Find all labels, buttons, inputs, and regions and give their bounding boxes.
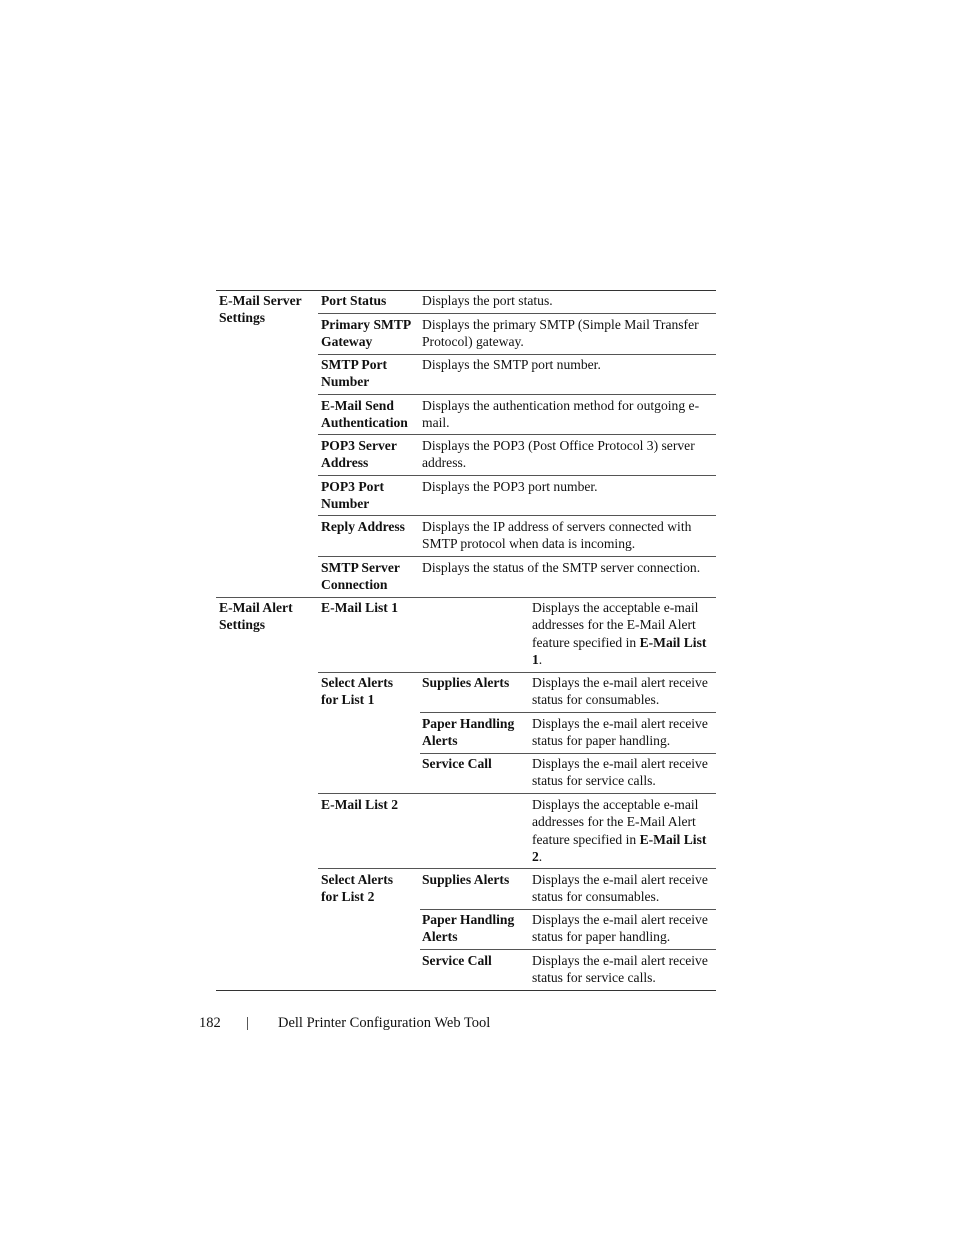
page-number: 182	[199, 1015, 221, 1031]
row-divider	[318, 515, 716, 516]
row-divider	[420, 753, 716, 754]
row-divider	[420, 909, 716, 910]
select-alerts-list-2-name: Select Alerts for List 2	[321, 872, 394, 905]
item-description: Displays the status of the SMTP server connection.	[422, 560, 701, 575]
alert-description: Displays the e-mail alert receive status for consumables.	[532, 872, 708, 905]
item-description: Displays the SMTP port number.	[422, 357, 601, 372]
item-name: POP3 Port Number	[321, 479, 385, 512]
section-title-email-server-settings: E-Mail Server Settings	[219, 293, 302, 326]
item-name: Port Status	[321, 293, 387, 308]
item-name: Primary SMTP Gateway	[321, 317, 411, 350]
row-divider	[318, 394, 716, 395]
row-divider	[318, 475, 716, 476]
table-bottom-rule	[216, 990, 716, 991]
item-description: Displays the IP address of servers connected with SMTP protocol when data is incoming.	[422, 519, 692, 552]
item-name: SMTP Server Connection	[321, 560, 400, 593]
alert-name: Paper Handling Alerts	[422, 716, 515, 749]
alert-name: Paper Handling Alerts	[422, 912, 515, 945]
alert-description: Displays the e-mail alert receive status for paper handling.	[532, 716, 708, 749]
table-top-rule	[216, 290, 716, 291]
item-description: Displays the authentication method for outgoing e-mail.	[422, 398, 700, 431]
section-title-email-alert-settings: E-Mail Alert Settings	[219, 600, 293, 633]
item-description: Displays the POP3 (Post Office Protocol 3) server address.	[422, 438, 695, 471]
row-divider	[318, 434, 716, 435]
row-divider	[318, 868, 716, 869]
alert-description: Displays the e-mail alert receive status for paper handling.	[532, 912, 708, 945]
footer-title: Dell Printer Configuration Web Tool	[278, 1015, 491, 1031]
row-divider	[318, 556, 716, 557]
item-description: Displays the primary SMTP (Simple Mail Transfer Protocol) gateway.	[422, 317, 699, 350]
alert-name: Service Call	[422, 953, 492, 968]
item-name: SMTP Port Number	[321, 357, 388, 390]
select-alerts-list-1-name: Select Alerts for List 1	[321, 675, 394, 708]
section-divider	[216, 597, 716, 598]
item-name: POP3 Server Address	[321, 438, 397, 471]
email-list-1-name: E-Mail List 1	[321, 600, 399, 615]
alert-description: Displays the e-mail alert receive status for consumables.	[532, 675, 708, 708]
alert-name: Service Call	[422, 756, 492, 771]
row-divider	[420, 712, 716, 713]
email-list-2-description: Displays the acceptable e-mail addresses for the E-Mail Alert feature specified in E-Mail List 2.	[532, 797, 707, 864]
alert-name: Supplies Alerts	[422, 675, 510, 690]
alert-description: Displays the e-mail alert receive status for service calls.	[532, 756, 708, 789]
footer-separator: |	[246, 1015, 249, 1031]
email-list-2-name: E-Mail List 2	[321, 797, 399, 812]
item-name: Reply Address	[321, 519, 405, 534]
row-divider	[420, 949, 716, 950]
item-description: Displays the POP3 port number.	[422, 479, 598, 494]
item-description: Displays the port status.	[422, 293, 553, 308]
email-list-1-description: Displays the acceptable e-mail addresses for the E-Mail Alert feature specified in E-Mail List 1.	[532, 600, 707, 667]
row-divider	[318, 313, 716, 314]
row-divider	[318, 672, 716, 673]
alert-description: Displays the e-mail alert receive status for service calls.	[532, 953, 708, 986]
row-divider	[318, 354, 716, 355]
item-name: E-Mail Send Authentication	[321, 398, 408, 431]
row-divider	[318, 793, 716, 794]
alert-name: Supplies Alerts	[422, 872, 510, 887]
